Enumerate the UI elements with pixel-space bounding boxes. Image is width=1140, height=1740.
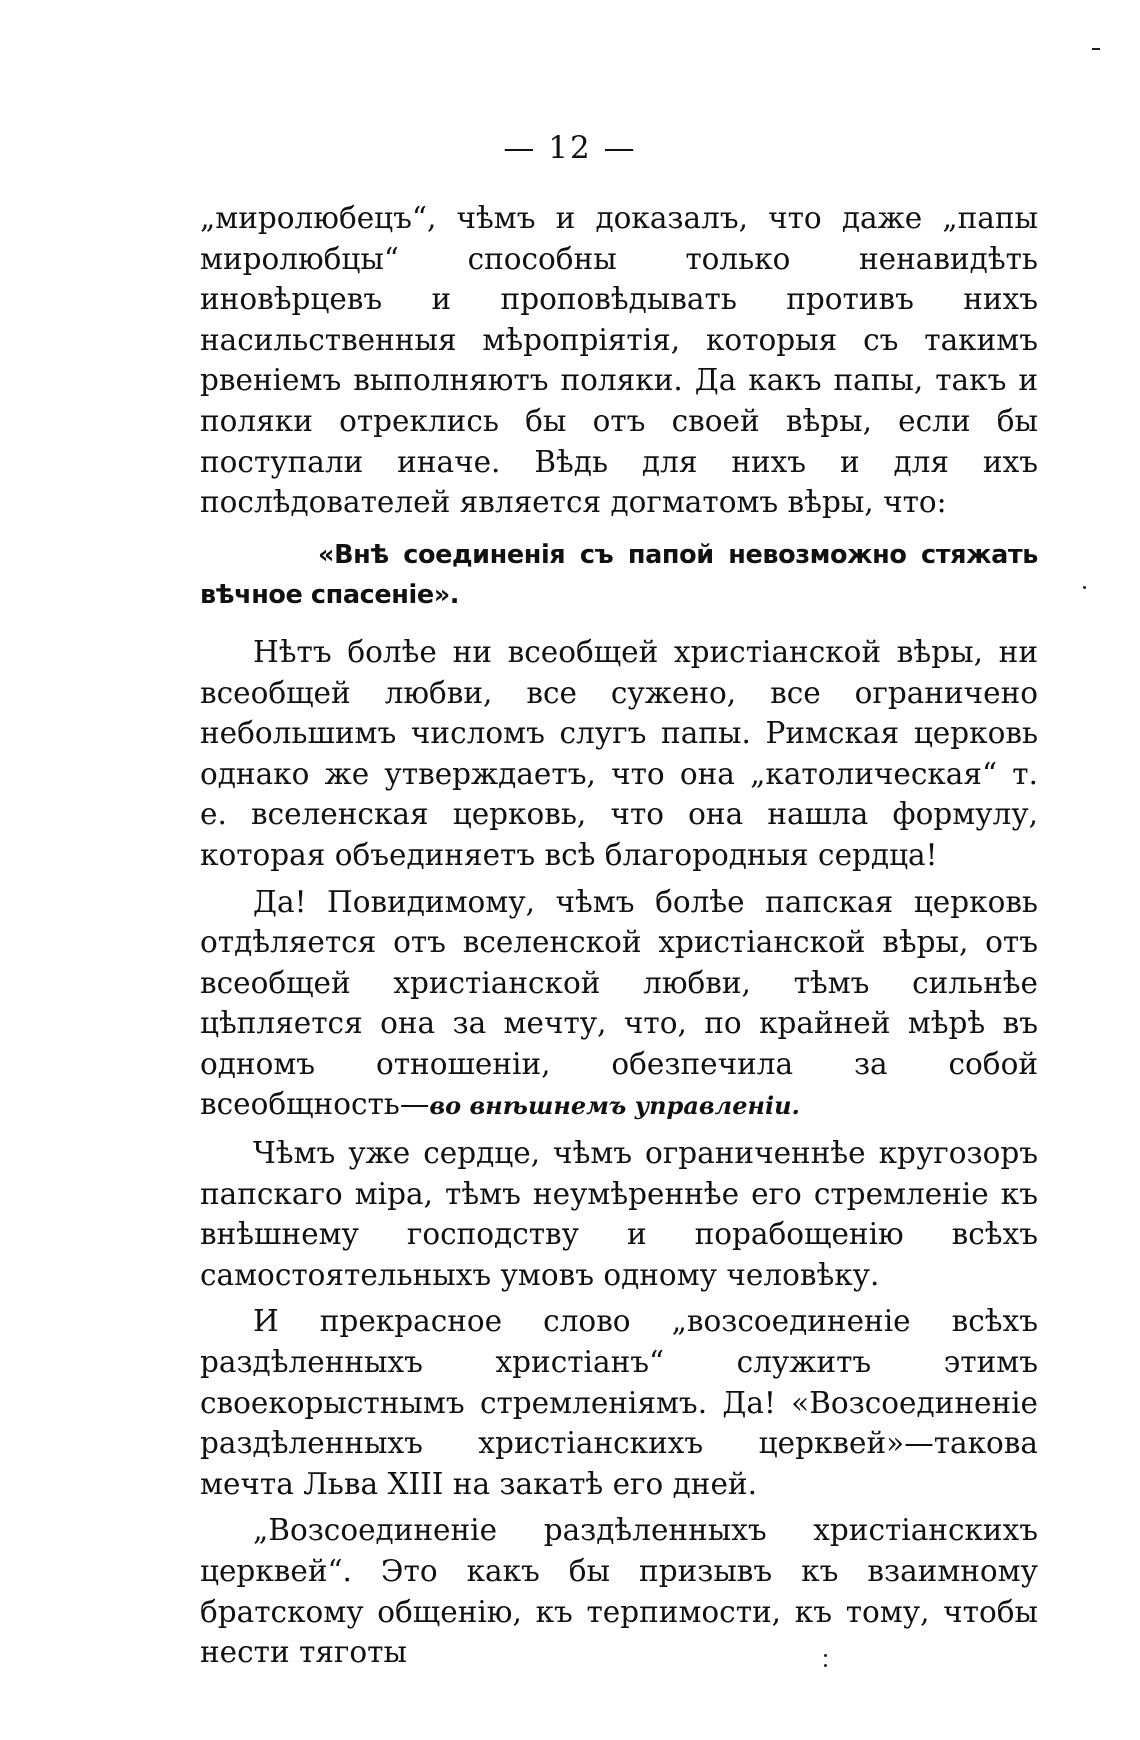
paragraph-5: И прекрасное слово „возсоединеніе всѣхъ раздѣленныхъ христіанъ“ служитъ этимъ своекорыстнымъ стремленіямъ. Да! «Возсоединеніе раздѣленныхъ христіанскихъ церквей»—такова мечта Льва XIII на закатѣ его дней. — [200, 1304, 1038, 1501]
quote-block — [200, 535, 1038, 616]
page-number: — 12 — — [503, 130, 637, 166]
paragraph-3 — [200, 882, 1038, 1128]
print-speck — [824, 1664, 827, 1667]
print-speck — [1092, 48, 1100, 50]
print-speck — [1083, 586, 1086, 589]
paragraph-6: „Возсоединеніе раздѣленныхъ христіанскихъ церквей“. Это какъ бы призывъ къ взаимному братскому общенію, къ терпимости, къ тому, чтобы нести тяготы — [200, 1513, 1038, 1670]
paragraph-3-emphasis: во внѣшнемъ управленіи. — [429, 1091, 800, 1121]
quote-text: «Внѣ соединенія съ папой невозможно стяжать вѣчное спасеніе». — [200, 539, 1038, 611]
print-speck — [824, 1654, 827, 1657]
body-text — [200, 198, 1038, 1673]
paragraph-2: Нѣтъ болѣе ни всеобщей христіанской вѣры, ни всеобщей любви, все сужено, все ограничено небольшимъ числомъ слугъ папы. Римская церковь однако же утверждаетъ, что она „католическая“ т. е. вселенская церковь, что она нашла формулу, которая объединяетъ всѣ благородныя сердца! — [200, 634, 1038, 872]
paragraph-3-text: Да! Повидимому, чѣмъ болѣе папская церковь отдѣляется отъ вселенской христіанской вѣры, отъ всеобщей христіанской любви, тѣмъ сильнѣе цѣпляется она за мечту, что, по крайней мѣрѣ въ одномъ отношеніи, обезпечила за собой всеобщность— — [200, 884, 1038, 1122]
paragraph-1: „миролюбецъ“, чѣмъ и доказалъ, что даже „папы миролюбцы“ способны только ненавидѣть иновѣрцевъ и проповѣдывать противъ нихъ насильственныя мѣропріятія, которыя съ такимъ рвеніемъ выполняютъ поляки. Да какъ папы, такъ и поляки отреклись бы отъ своей вѣры, если бы поступали иначе. Вѣдь для нихъ и для ихъ послѣдователей является догматомъ вѣры, что: — [200, 201, 1038, 520]
paragraph-4: Чѣмъ уже сердце, чѣмъ ограниченнѣе кругозоръ папскаго міра, тѣмъ неумѣреннѣе его стремленіе къ внѣшнему господству и порабощенію всѣхъ самостоятельныхъ умовъ одному человѣку. — [200, 1136, 1038, 1292]
